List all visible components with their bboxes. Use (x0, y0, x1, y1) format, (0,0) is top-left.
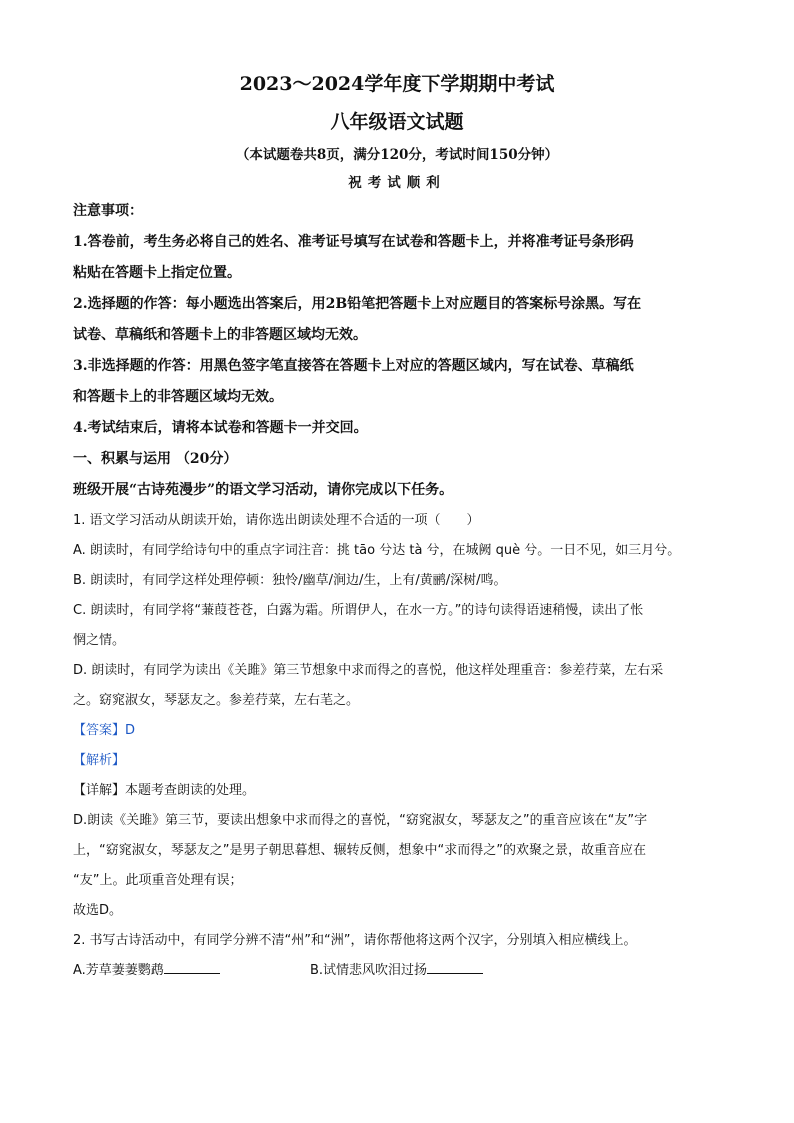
question-1-stem: 1. 语文学习活动从朗读开始，请你选出朗读处理不合适的一项（ ） (73, 513, 480, 528)
answer-tag: 【答案】D (73, 723, 136, 738)
notice-line: 和答题卡上的非答题区域均无效。 (73, 389, 283, 405)
answer-blank-b[interactable] (427, 959, 483, 974)
exam-title: 2023～2024学年度下学期期中考试 (239, 73, 555, 95)
analysis-tag: 【解析】 (73, 753, 126, 768)
notice-line: 粘贴在答题卡上指定位置。 (73, 265, 241, 281)
detail-line: 故选D。 (73, 903, 123, 918)
notice-line: 3.非选择题的作答：用黑色签字笔直接答在答题卡上对应的答题区域内，写在试卷、草稿纸 (73, 358, 634, 374)
notice-heading: 注意事项： (73, 203, 143, 219)
detail-line: “友”上。此项重音处理有误； (73, 873, 243, 888)
question-1-option-b: B. 朗读时，有同学这样处理停顿：独怜/幽草/涧边/生，上有/黄鹂/深树/鸣。 (73, 573, 507, 588)
exam-info: （本试题卷共8页，满分120分，考试时间150分钟） (235, 147, 559, 163)
detail-line: D.朗读《关雎》第三节，要读出想象中求而得之的喜悦，“窈窕淑女，琴瑟友之”的重音应该在“友”字 (73, 813, 648, 828)
question-1-option-d-cont: 之。窈窕淑女，琴瑟友之。参差荇菜，左右芼之。 (73, 693, 360, 708)
question-2-options (73, 956, 721, 986)
subject-title: 八年级语文试题 (330, 111, 464, 133)
question-1-option-c-cont: 惘之情。 (73, 633, 126, 648)
notice-line: 试卷、草稿纸和答题卡上的非答题区域均无效。 (73, 327, 367, 343)
notice-line: 2.选择题的作答：每小题选出答案后，用2B铅笔把答题卡上对应题目的答案标号涂黑。写在 (73, 296, 642, 312)
section-intro: 班级开展“古诗苑漫步”的语文学习活动，请你完成以下任务。 (73, 482, 454, 498)
detail-line: 【详解】本题考查朗读的处理。 (73, 783, 256, 798)
answer-blank-a[interactable] (164, 959, 220, 974)
notice-line: 1.答卷前，考生务必将自己的姓名、准考证号填写在试卷和答题卡上，并将准考证号条形码 (73, 234, 634, 250)
detail-line: 上，“窈窕淑女，琴瑟友之”是男子朝思暮想、辗转反侧，想象中“求而得之”的欢聚之景，故重音应在 (73, 843, 646, 858)
section-heading: 一、积累与运用 （20分） (73, 451, 238, 467)
question-1-option-c: C. 朗读时，有同学将“蒹葭苍苍，白露为霜。所谓伊人，在水一方。”的诗句读得语速稍慢，读出了怅 (73, 603, 644, 618)
option-b-text: B.试情悲风吹泪过扬 (310, 963, 428, 978)
notice-line: 4.考试结束后，请将本试卷和答题卡一并交回。 (73, 420, 368, 436)
question-1-option-a: A. 朗读时，有同学给诗句中的重点字词注音：挑 tāo 兮达 tà 兮，在城阙 què 兮。一日不见，如三月兮。 (73, 543, 681, 558)
good-luck-text: 祝考试顺利 (348, 175, 446, 191)
option-a-text: A.芳草萋萋鹦鹉 (73, 963, 164, 978)
exam-page (73, 70, 721, 986)
question-2-stem: 2. 书写古诗活动中，有同学分辨不清“州”和“洲”，请你帮他将这两个汉字，分别填入相应横线上。 (73, 933, 637, 948)
question-1-option-d: D. 朗读时，有同学为读出《关雎》第三节想象中求而得之的喜悦，他这样处理重音：参差荇菜，左右采 (73, 663, 664, 678)
question-2-option-b (310, 956, 483, 986)
question-2-option-a (73, 956, 310, 986)
